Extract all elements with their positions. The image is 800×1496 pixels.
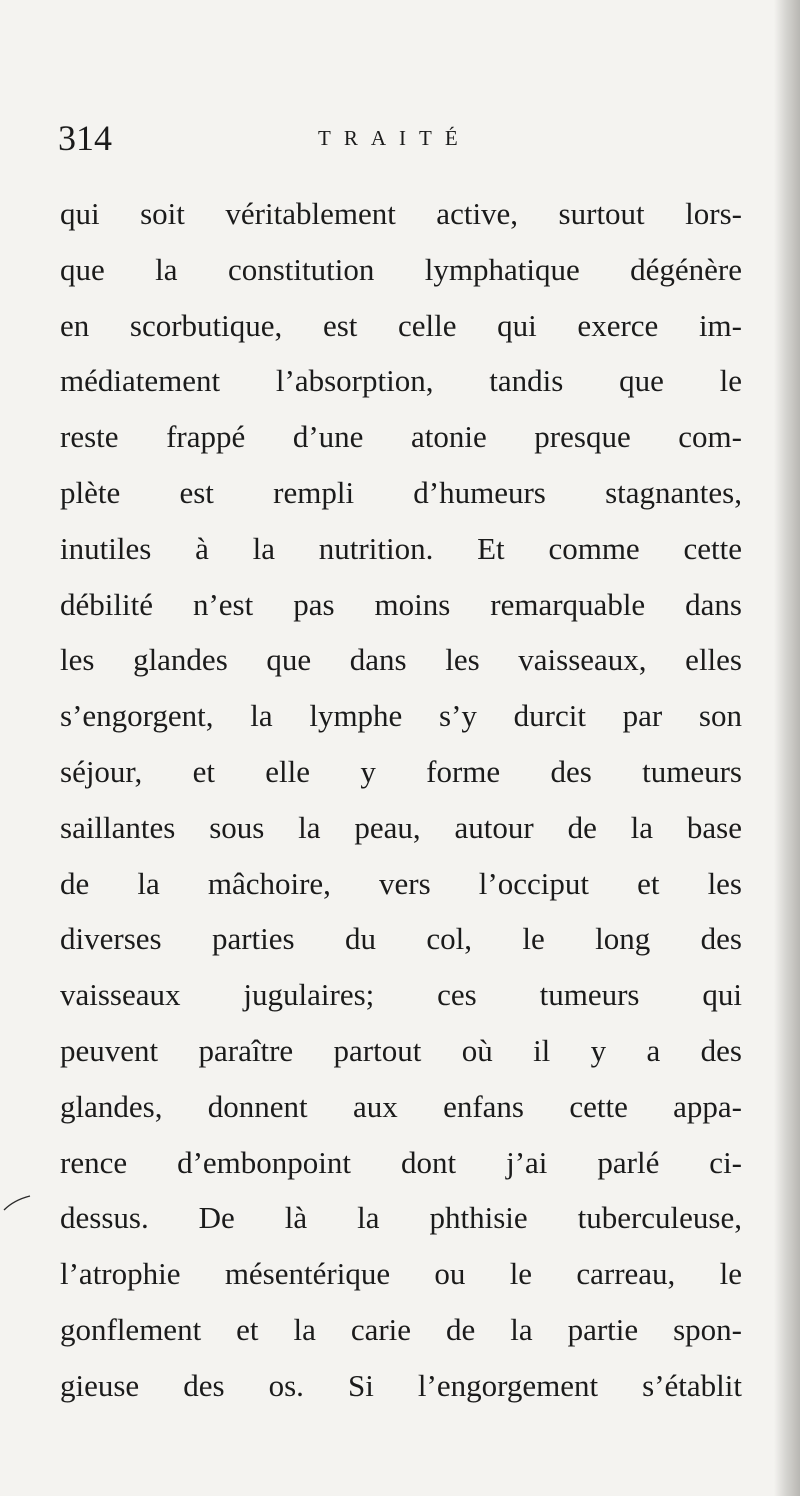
text-line: vaisseaux jugulaires; ces tumeurs qui bbox=[60, 977, 742, 1013]
page-edge-shadow bbox=[774, 0, 800, 1496]
running-title: TRAITÉ bbox=[318, 126, 471, 150]
body-text bbox=[60, 186, 742, 1414]
text-line: dessus. De là la phthisie tuberculeuse, bbox=[60, 1200, 742, 1236]
text-line: s’engorgent, la lymphe s’y durcit par son bbox=[60, 698, 742, 734]
text-line: séjour, et elle y forme des tumeurs bbox=[60, 753, 742, 789]
page-header bbox=[58, 112, 748, 164]
text-line: de la mâchoire, vers l’occiput et les bbox=[60, 865, 742, 901]
text-line: gonflement et la carie de la partie spon- bbox=[60, 1311, 742, 1347]
text-line: débilité n’est pas moins remarquable dans bbox=[60, 586, 742, 622]
text-line: saillantes sous la peau, autour de la base bbox=[60, 809, 742, 845]
text-line: que la constitution lymphatique dégénère bbox=[60, 251, 742, 287]
text-line: reste frappé d’une atonie presque com- bbox=[60, 419, 742, 455]
text-line: rence d’embonpoint dont j’ai parlé ci- bbox=[60, 1144, 742, 1180]
text-line: qui soit véritablement active, surtout lors- bbox=[60, 196, 742, 231]
text-line: diverses parties du col, le long des bbox=[60, 921, 742, 957]
text-line: plète est rempli d’humeurs stagnantes, bbox=[60, 474, 742, 510]
text-line: peuvent paraître partout où il y a des bbox=[60, 1032, 742, 1068]
page-number: 314 bbox=[58, 118, 112, 158]
margin-pencil-mark bbox=[2, 1194, 32, 1212]
text-line: glandes, donnent aux enfans cette appa- bbox=[60, 1088, 742, 1124]
text-line: médiatement l’absorption, tandis que le bbox=[60, 363, 742, 399]
text-line: inutiles à la nutrition. Et comme cette bbox=[60, 530, 742, 566]
text-line: l’atrophie mésentérique ou le carreau, le bbox=[60, 1256, 742, 1292]
text-line: les glandes que dans les vaisseaux, elles bbox=[60, 642, 742, 678]
text-line: gieuse des os. Si l’engorgement s’établit bbox=[60, 1367, 742, 1403]
text-line: en scorbutique, est celle qui exerce im- bbox=[60, 307, 742, 343]
